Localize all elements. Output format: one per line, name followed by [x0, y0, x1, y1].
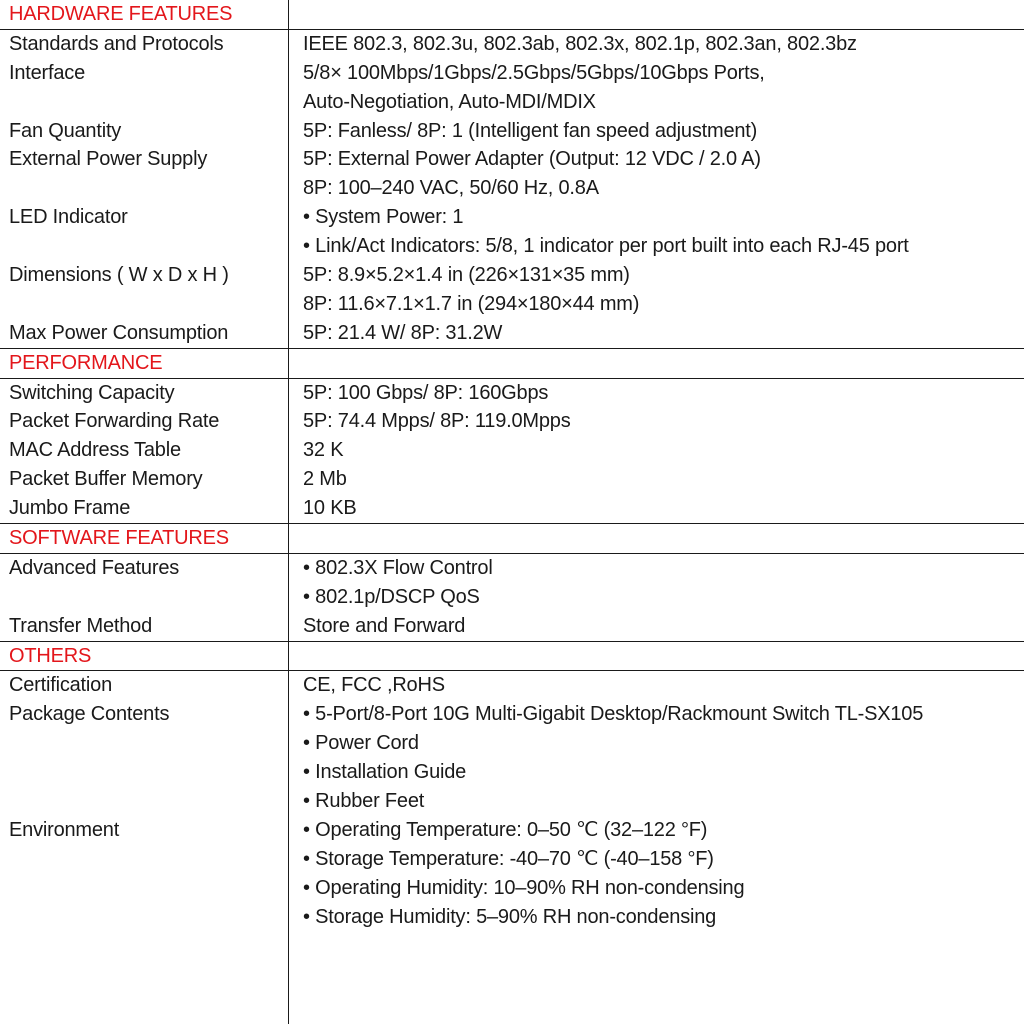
- spec-label: Switching Capacity: [9, 381, 175, 404]
- spec-label: Packet Forwarding Rate: [9, 410, 220, 433]
- spec-row: [0, 436, 1024, 465]
- spec-value: 5P: 21.4 W/ 8P: 31.2W: [303, 321, 503, 344]
- section-title: SOFTWARE FEATURES: [9, 527, 229, 550]
- spec-value: 5/8× 100Mbps/1Gbps/2.5Gbps/5Gbps/10Gbps Ports,: [303, 61, 765, 84]
- spec-label: Standards and Protocols: [9, 32, 224, 55]
- spec-value: Store and Forward: [303, 614, 466, 637]
- spec-row: [0, 290, 1024, 319]
- spec-label: Environment: [9, 818, 120, 841]
- spec-value: • System Power: 1: [303, 206, 464, 229]
- section-title: PERFORMANCE: [9, 351, 163, 374]
- section-header: [0, 0, 1024, 30]
- spec-row: [0, 903, 1024, 932]
- spec-row: [0, 729, 1024, 758]
- spec-row: [0, 874, 1024, 903]
- section-header: [0, 524, 1024, 554]
- spec-label: MAC Address Table: [9, 439, 181, 462]
- spec-value: Auto-Negotiation, Auto-MDI/MDIX: [303, 90, 596, 113]
- section-header-empty: [288, 349, 1024, 378]
- spec-label: [0, 845, 288, 874]
- section-title: HARDWARE FEATURES: [9, 3, 233, 25]
- spec-value: 10 KB: [303, 497, 357, 520]
- spec-row: [0, 30, 1024, 59]
- spec-value: • Operating Temperature: 0–50 ℃ (32–122 °F): [303, 818, 708, 841]
- section-body: [0, 671, 1024, 931]
- section-header-empty: [288, 642, 1024, 671]
- spec-row: [0, 671, 1024, 700]
- spec-value: • 5-Port/8-Port 10G Multi-Gigabit Desktop/Rackmount Switch TL-SX105: [303, 703, 924, 726]
- spec-label: Package Contents: [9, 703, 170, 726]
- spec-row: [0, 845, 1024, 874]
- section-header: [0, 642, 1024, 672]
- spec-label: [0, 583, 288, 612]
- spec-value: • Operating Humidity: 10–90% RH non-condensing: [303, 876, 745, 899]
- spec-value: 5P: Fanless/ 8P: 1 (Intelligent fan speed adjustment): [303, 119, 758, 142]
- spec-row: [0, 758, 1024, 787]
- spec-section: [0, 524, 1024, 642]
- section-header-empty: [288, 524, 1024, 553]
- spec-value: • 802.1p/DSCP QoS: [303, 585, 480, 608]
- spec-section: [0, 0, 1024, 349]
- spec-row: [0, 59, 1024, 88]
- spec-row: [0, 407, 1024, 436]
- spec-label: [0, 232, 288, 261]
- spec-label: Jumbo Frame: [9, 497, 131, 520]
- spec-label: Fan Quantity: [9, 119, 122, 142]
- column-divider: [288, 0, 289, 1024]
- spec-label: [0, 174, 288, 203]
- spec-label: Dimensions ( W x D x H ): [9, 264, 229, 287]
- spec-label: LED Indicator: [9, 206, 128, 229]
- spec-value: 5P: 8.9×5.2×1.4 in (226×131×35 mm): [303, 264, 630, 287]
- spec-row: [0, 554, 1024, 583]
- spec-value: 5P: 100 Gbps/ 8P: 160Gbps: [303, 381, 549, 404]
- spec-label: [0, 758, 288, 787]
- spec-row: [0, 88, 1024, 117]
- spec-label: [0, 88, 288, 117]
- spec-row: [0, 203, 1024, 232]
- spec-value: • Storage Temperature: -40–70 ℃ (-40–158 °F): [303, 847, 714, 870]
- spec-row: [0, 465, 1024, 494]
- spec-section: [0, 349, 1024, 524]
- spec-value: • Installation Guide: [303, 761, 467, 784]
- spec-value: 32 K: [303, 439, 344, 462]
- section-body: [0, 30, 1024, 349]
- section-title: OTHERS: [9, 644, 92, 667]
- spec-row: [0, 700, 1024, 729]
- spec-label: [0, 874, 288, 903]
- section-body: [0, 379, 1024, 524]
- spec-label: [0, 729, 288, 758]
- spec-label: Transfer Method: [9, 614, 152, 637]
- spec-label: Packet Buffer Memory: [9, 468, 203, 491]
- spec-label: [0, 903, 288, 932]
- spec-value: 2 Mb: [303, 468, 347, 491]
- spec-row: [0, 145, 1024, 174]
- spec-label: [0, 290, 288, 319]
- spec-row: [0, 379, 1024, 408]
- spec-value: • 802.3X Flow Control: [303, 556, 493, 579]
- spec-value: IEEE 802.3, 802.3u, 802.3ab, 802.3x, 802.1p, 802.3an, 802.3bz: [303, 32, 857, 55]
- spec-value: • Rubber Feet: [303, 790, 425, 813]
- spec-label: Advanced Features: [9, 556, 180, 579]
- spec-row: [0, 261, 1024, 290]
- spec-label: External Power Supply: [9, 148, 208, 171]
- spec-row: [0, 232, 1024, 261]
- spec-value: • Power Cord: [303, 732, 419, 755]
- spec-value: CE, FCC ,RoHS: [303, 674, 445, 697]
- spec-row: [0, 117, 1024, 146]
- spec-section: [0, 642, 1024, 932]
- spec-row: [0, 583, 1024, 612]
- spec-row: [0, 174, 1024, 203]
- spec-value: 8P: 11.6×7.1×1.7 in (294×180×44 mm): [303, 292, 640, 315]
- section-header: [0, 349, 1024, 379]
- spec-label: [0, 787, 288, 816]
- spec-value: • Link/Act Indicators: 5/8, 1 indicator per port built into each RJ-45 port: [303, 235, 909, 258]
- spec-label: Max Power Consumption: [9, 321, 229, 344]
- spec-value: 5P: 74.4 Mpps/ 8P: 119.0Mpps: [303, 410, 571, 433]
- spec-row: [0, 319, 1024, 348]
- section-header-empty: [288, 0, 1024, 29]
- spec-value: 8P: 100–240 VAC, 50/60 Hz, 0.8A: [303, 177, 599, 200]
- section-body: [0, 554, 1024, 642]
- spec-row: [0, 787, 1024, 816]
- spec-row: [0, 816, 1024, 845]
- spec-label: Interface: [9, 61, 86, 84]
- spec-row: [0, 494, 1024, 523]
- spec-value: • Storage Humidity: 5–90% RH non-condensing: [303, 905, 717, 928]
- spec-value: 5P: External Power Adapter (Output: 12 VDC / 2.0 A): [303, 148, 761, 171]
- spec-label: Certification: [9, 674, 112, 697]
- spec-row: [0, 612, 1024, 641]
